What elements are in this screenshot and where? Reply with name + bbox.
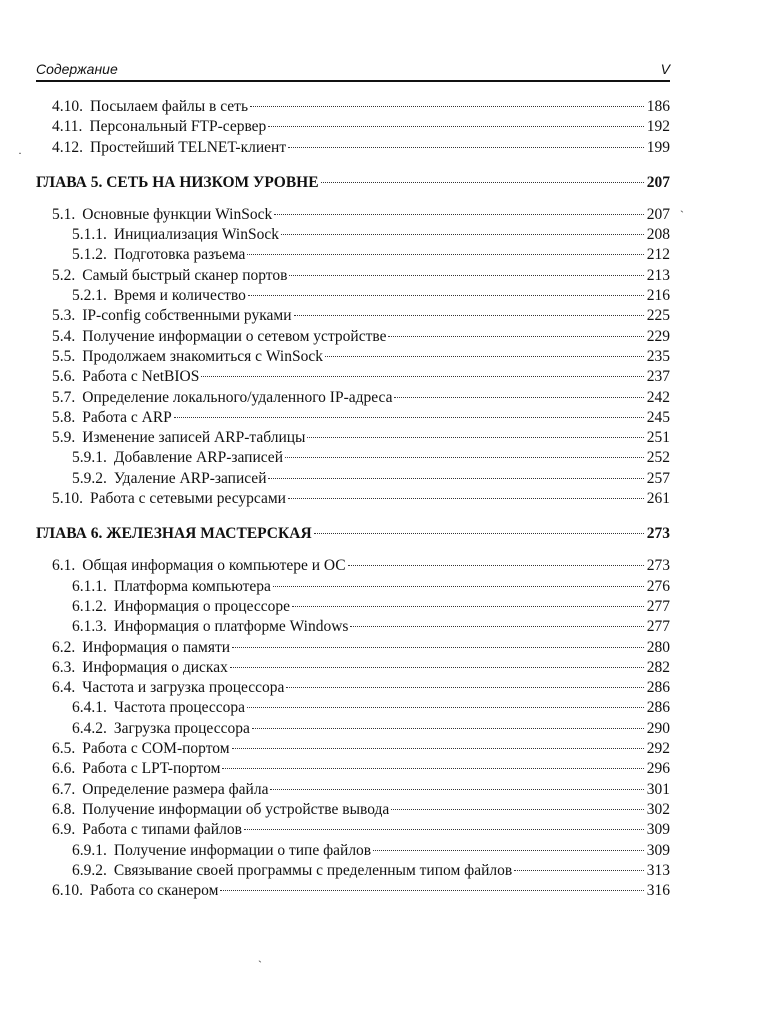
toc-entry-title: Определение размера файла (82, 780, 269, 798)
toc-entry (36, 739, 670, 759)
toc-entry-number: 6.1.1. (72, 577, 107, 595)
toc-entry-title: Работа с LPT-портом (82, 760, 221, 778)
toc-entry-page: 207 (646, 205, 670, 223)
dot-leader (174, 417, 644, 418)
toc-entry-title: Работа с типами файлов (82, 821, 242, 839)
dot-leader (288, 147, 644, 148)
toc-entry-title: Общая информация о компьютере и ОС (82, 557, 346, 575)
toc-entry (36, 388, 670, 408)
dot-leader (285, 457, 644, 458)
toc-entry-page: 316 (646, 882, 670, 900)
toc-entry (36, 117, 670, 137)
toc-entry-number: 6.8. (52, 800, 76, 818)
toc-entry (36, 638, 670, 658)
toc-entry-number: 5.3. (52, 307, 76, 325)
dot-leader (289, 275, 644, 276)
dot-leader (248, 295, 644, 296)
toc-entry-page: 302 (646, 800, 670, 818)
toc-entry-title: Посылаем файлы в сеть (90, 98, 249, 115)
toc-entry-title: Платформа компьютера (113, 577, 271, 595)
toc-entry-title: Подготовка разъема (113, 246, 246, 264)
toc-entry-number: 5.2. (52, 266, 76, 284)
toc-entry (36, 448, 670, 468)
dot-leader (244, 829, 644, 830)
toc-entry-title: Персональный FTP-сервер (89, 118, 267, 136)
toc-entry-page: 229 (646, 327, 670, 345)
toc-entry-number: 5.1.2. (72, 246, 107, 264)
toc-entry-title: Простейший TELNET-клиент (90, 138, 287, 156)
toc-entry-title: IP-config собственными руками (82, 307, 292, 325)
toc-entry-number: 5.9.1. (72, 449, 107, 467)
dot-leader (314, 533, 644, 534)
toc-entry-title: Время и количество (113, 287, 246, 305)
dot-leader (247, 707, 644, 708)
header-rule (36, 80, 670, 82)
toc-entry (36, 489, 670, 509)
toc-entry-page: 251 (646, 429, 670, 447)
toc-entry-page: 290 (646, 719, 670, 737)
dot-leader (222, 768, 644, 769)
toc-entry-title: Самый быстрый сканер портов (82, 266, 288, 284)
toc-entry-title: Работа с сетевыми ресурсами (90, 490, 286, 508)
toc-entry-number: 5.7. (52, 388, 76, 406)
toc-entry-page: 225 (646, 307, 670, 325)
toc-entry-number: 5.1. (52, 205, 76, 223)
toc-entry-title: Связывание своей программы с пределенным типом файлов (113, 861, 513, 879)
toc-entry (36, 759, 670, 779)
running-head-page-number: V (660, 61, 670, 77)
toc-entry-title: Информация о памяти (82, 638, 231, 656)
toc-entry (36, 428, 670, 448)
dot-leader (281, 234, 644, 235)
dot-leader (373, 850, 644, 851)
toc-entry (36, 306, 670, 326)
toc-entry-title: Определение локального/удаленного IP-адреса (82, 388, 393, 406)
toc-entry-page: 286 (646, 679, 670, 697)
dot-leader (232, 748, 644, 749)
dot-leader (247, 254, 644, 255)
dot-leader (273, 586, 644, 587)
toc-entry (36, 780, 670, 800)
toc-entry-page: 257 (646, 469, 670, 487)
toc-entry-title: Частота и загрузка процессора (82, 679, 285, 697)
toc-entry (36, 861, 670, 881)
toc-entry-page: 280 (646, 638, 670, 656)
toc-entry-number: 5.2.1. (72, 287, 107, 305)
toc-entry-title: Информация о дисках (82, 658, 228, 676)
toc-entry-page: 242 (646, 388, 670, 406)
toc-entry-number: 4.11. (52, 118, 83, 136)
toc-entry-number: 4.12. (52, 138, 83, 156)
toc-entry-page: 273 (646, 557, 670, 575)
toc-entry-number: 6.7. (52, 780, 76, 798)
toc-entry-number: 5.5. (52, 347, 76, 365)
dot-leader (391, 809, 644, 810)
dot-leader (286, 687, 644, 688)
toc-entry-page: 286 (646, 699, 670, 717)
dot-leader (350, 626, 644, 627)
toc-entry (36, 698, 670, 718)
dot-leader (230, 667, 644, 668)
toc-entry (36, 327, 670, 347)
dot-leader (307, 437, 644, 438)
dot-leader (388, 336, 644, 337)
toc-entry-page: 309 (646, 841, 670, 859)
toc-entry-title: Работа с COM-портом (82, 740, 230, 758)
running-head-title: Содержание (36, 61, 118, 77)
toc-entry-page: 208 (646, 226, 670, 244)
toc-entry-page: 277 (646, 597, 670, 615)
toc-entry-number: 5.1.1. (72, 226, 107, 244)
toc-entry-number: 6.6. (52, 760, 76, 778)
toc-entry-page: 277 (646, 618, 670, 636)
toc-entry (36, 469, 670, 489)
toc-entry-page: 296 (646, 760, 670, 778)
toc-entry-title: Инициализация WinSock (113, 226, 279, 244)
toc-entry-page: 261 (646, 490, 670, 508)
toc-entry-page: 212 (646, 246, 670, 264)
toc-entry-title: Информация о платформе Windows (113, 618, 349, 636)
dot-leader (294, 315, 645, 316)
toc-entry-number: 6.1.3. (72, 618, 107, 636)
toc-entry-page: 199 (646, 138, 670, 156)
toc-entry-number: 6.4.2. (72, 719, 107, 737)
toc-entry-page: 313 (646, 861, 670, 879)
toc-entry-title: Изменение записей ARP-таблицы (82, 429, 306, 447)
dot-leader (270, 789, 644, 790)
dot-leader (268, 126, 644, 127)
toc-entry-page: 276 (646, 577, 670, 595)
toc-entry-title: Основные функции WinSock (82, 205, 273, 223)
toc-entry-title: Продолжаем знакомиться с WinSock (82, 347, 323, 365)
toc-entry-number: 5.8. (52, 408, 76, 426)
toc-entry (36, 800, 670, 820)
toc-entry (36, 97, 670, 117)
toc-entry-title: Загрузка процессора (113, 719, 250, 737)
toc-entry-page: 207 (646, 173, 670, 191)
toc-entry (36, 556, 670, 576)
toc-entry-number: 4.10. (52, 98, 83, 115)
toc-entry-page: 216 (646, 287, 670, 305)
toc-entry-number: 6.3. (52, 658, 76, 676)
dot-leader (201, 376, 644, 377)
toc-entry (36, 617, 670, 637)
toc-entry (36, 347, 670, 367)
toc-chapter-entry (36, 172, 670, 194)
toc-entry-page: 213 (646, 266, 670, 284)
toc-entry-page: 252 (646, 449, 670, 467)
toc-entry-title: Добавление ARP-записей (113, 449, 283, 467)
toc-entry (36, 658, 670, 678)
toc-entry-title: Работа с NetBIOS (82, 368, 200, 386)
dot-leader (321, 182, 644, 183)
toc-entry-number: 6.10. (52, 882, 83, 900)
running-head (36, 60, 670, 78)
toc-entry (36, 881, 670, 901)
toc-entry-number: 6.9.1. (72, 841, 107, 859)
dot-leader (394, 397, 644, 398)
toc-chapter-entry (36, 523, 670, 545)
dot-leader (252, 728, 644, 729)
dot-leader (268, 478, 644, 479)
toc-entry-number: 5.6. (52, 368, 76, 386)
toc-entry-number: 6.9.2. (72, 861, 107, 879)
scan-speck: ` (258, 958, 262, 972)
dot-leader (288, 498, 644, 499)
dot-leader (292, 606, 644, 607)
toc-entry (36, 205, 670, 225)
toc-entry-page: 237 (646, 368, 670, 386)
toc-entry-title: Частота процессора (113, 699, 246, 717)
toc-entry-title: Удаление ARP-записей (113, 469, 267, 487)
dot-leader (250, 106, 644, 107)
toc-entry-number: 6.4.1. (72, 699, 107, 717)
toc-entry-page: 192 (646, 118, 670, 136)
toc-entry-title: Работа со сканером (90, 882, 219, 900)
toc-entry (36, 597, 670, 617)
toc-entry-title: Информация о процессоре (113, 597, 290, 615)
toc-entry-title: Получение информации о сетевом устройстве (82, 327, 387, 345)
dot-leader (274, 214, 644, 215)
toc-entry-title: ГЛАВА 5. СЕТЬ НА НИЗКОМ УРОВНЕ (36, 173, 319, 191)
toc-entry-number: 6.5. (52, 740, 76, 758)
toc-entry (36, 245, 670, 265)
toc-entry-title: Получение информации о типе файлов (113, 841, 372, 859)
toc-entry (36, 225, 670, 245)
toc-entry-number: 6.1.2. (72, 597, 107, 615)
toc-entry-page: 282 (646, 658, 670, 676)
toc-entry-number: 5.9.2. (72, 469, 107, 487)
dot-leader (514, 870, 644, 871)
toc-entry-number: 5.9. (52, 429, 76, 447)
dot-leader (325, 356, 644, 357)
toc-entry (36, 286, 670, 306)
toc-entry-title: ГЛАВА 6. ЖЕЛЕЗНАЯ МАСТЕРСКАЯ (36, 525, 312, 543)
scan-speck: · (18, 146, 22, 160)
toc-entry (36, 841, 670, 861)
toc-entry-number: 5.10. (52, 490, 83, 508)
scan-speck: ` (680, 208, 684, 222)
toc-entry-title: Получение информации об устройстве вывода (82, 800, 390, 818)
toc-entry (36, 138, 670, 158)
toc-entry (36, 577, 670, 597)
dot-leader (232, 647, 644, 648)
toc-entry-page: 301 (646, 780, 670, 798)
toc-entry-number: 6.2. (52, 638, 76, 656)
toc-entry-page: 235 (646, 347, 670, 365)
toc-entry (36, 266, 670, 286)
toc-entry-number: 6.4. (52, 679, 76, 697)
toc-entry-page: 273 (646, 525, 670, 543)
table-of-contents (36, 97, 670, 901)
toc-entry (36, 408, 670, 428)
toc-entry-page: 186 (646, 98, 670, 115)
toc-entry (36, 678, 670, 698)
toc-entry (36, 367, 670, 387)
toc-entry-number: 5.4. (52, 327, 76, 345)
toc-entry-number: 6.1. (52, 557, 76, 575)
toc-entry-page: 292 (646, 740, 670, 758)
toc-entry-title: Работа с ARP (82, 408, 172, 426)
dot-leader (220, 890, 644, 891)
toc-entry (36, 820, 670, 840)
toc-entry (36, 719, 670, 739)
dot-leader (348, 565, 644, 566)
toc-entry-number: 6.9. (52, 821, 76, 839)
toc-entry-page: 245 (646, 408, 670, 426)
toc-entry-page: 309 (646, 821, 670, 839)
